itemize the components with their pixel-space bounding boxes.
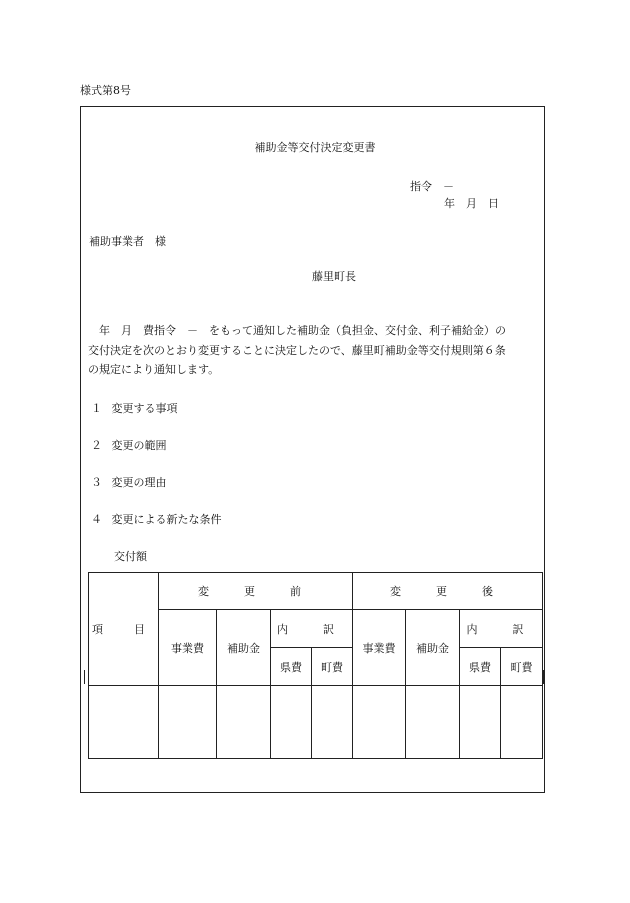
before-breakdown-header: 内 訳 bbox=[271, 610, 353, 648]
amount-table bbox=[88, 572, 543, 759]
item-number: ３ bbox=[91, 476, 102, 489]
cell-before-town-cost bbox=[312, 686, 353, 759]
cell-before-subsidy bbox=[217, 686, 271, 759]
document-title: 補助金等交付決定変更書 bbox=[254, 141, 376, 154]
before-change-header: 変 更 前 bbox=[159, 573, 353, 610]
notice-line: 交付決定を次のとおり変更することに決定したので、藤里町補助金等交付規則第６条 bbox=[88, 343, 506, 357]
notice-line: の規定により通知します。 bbox=[88, 363, 220, 376]
table-row bbox=[89, 686, 543, 759]
issue-date: 年 月 日 bbox=[444, 197, 499, 210]
item-number: １ bbox=[91, 402, 102, 415]
right-edge-mark bbox=[543, 670, 544, 684]
item-3 bbox=[91, 474, 167, 490]
after-project-cost-header: 事業費 bbox=[353, 610, 406, 686]
item-header: 項 目 bbox=[89, 573, 159, 686]
cell-after-town-cost bbox=[501, 686, 543, 759]
item-1 bbox=[91, 400, 178, 416]
item-label: 変更する事項 bbox=[111, 402, 178, 415]
cell-item bbox=[89, 686, 159, 759]
item-2 bbox=[91, 437, 167, 453]
cell-after-project-cost bbox=[353, 686, 406, 759]
item-number: ４ bbox=[91, 513, 102, 526]
table-caption: 交付額 bbox=[114, 550, 147, 563]
form-number: 様式第8号 bbox=[80, 84, 131, 97]
before-town-cost-header: 町費 bbox=[312, 648, 353, 686]
notice-body bbox=[88, 321, 540, 380]
directive-number: 指令 － bbox=[410, 180, 454, 193]
cell-before-prefecture-cost bbox=[271, 686, 312, 759]
cell-after-prefecture-cost bbox=[460, 686, 501, 759]
cell-after-subsidy bbox=[406, 686, 460, 759]
before-prefecture-cost-header: 県費 bbox=[271, 648, 312, 686]
before-subsidy-header: 補助金 bbox=[217, 610, 271, 686]
after-breakdown-header: 内 訳 bbox=[460, 610, 543, 648]
cell-before-project-cost bbox=[159, 686, 217, 759]
after-town-cost-header: 町費 bbox=[501, 648, 543, 686]
item-label: 変更の理由 bbox=[111, 476, 167, 489]
left-edge-mark bbox=[84, 670, 85, 684]
notice-line: 年 月 費指令 － をもって通知した補助金（負担金、交付金、利子補給金）の bbox=[88, 324, 506, 337]
after-subsidy-header: 補助金 bbox=[406, 610, 460, 686]
after-change-header: 変 更 後 bbox=[353, 573, 543, 610]
item-label: 変更による新たな条件 bbox=[111, 513, 222, 526]
issuer: 藤里町長 bbox=[312, 270, 356, 283]
item-label: 変更の範囲 bbox=[111, 439, 167, 452]
before-project-cost-header: 事業費 bbox=[159, 610, 217, 686]
item-4 bbox=[91, 511, 222, 527]
item-number: ２ bbox=[91, 439, 102, 452]
addressee: 補助事業者 様 bbox=[89, 235, 166, 248]
after-prefecture-cost-header: 県費 bbox=[460, 648, 501, 686]
